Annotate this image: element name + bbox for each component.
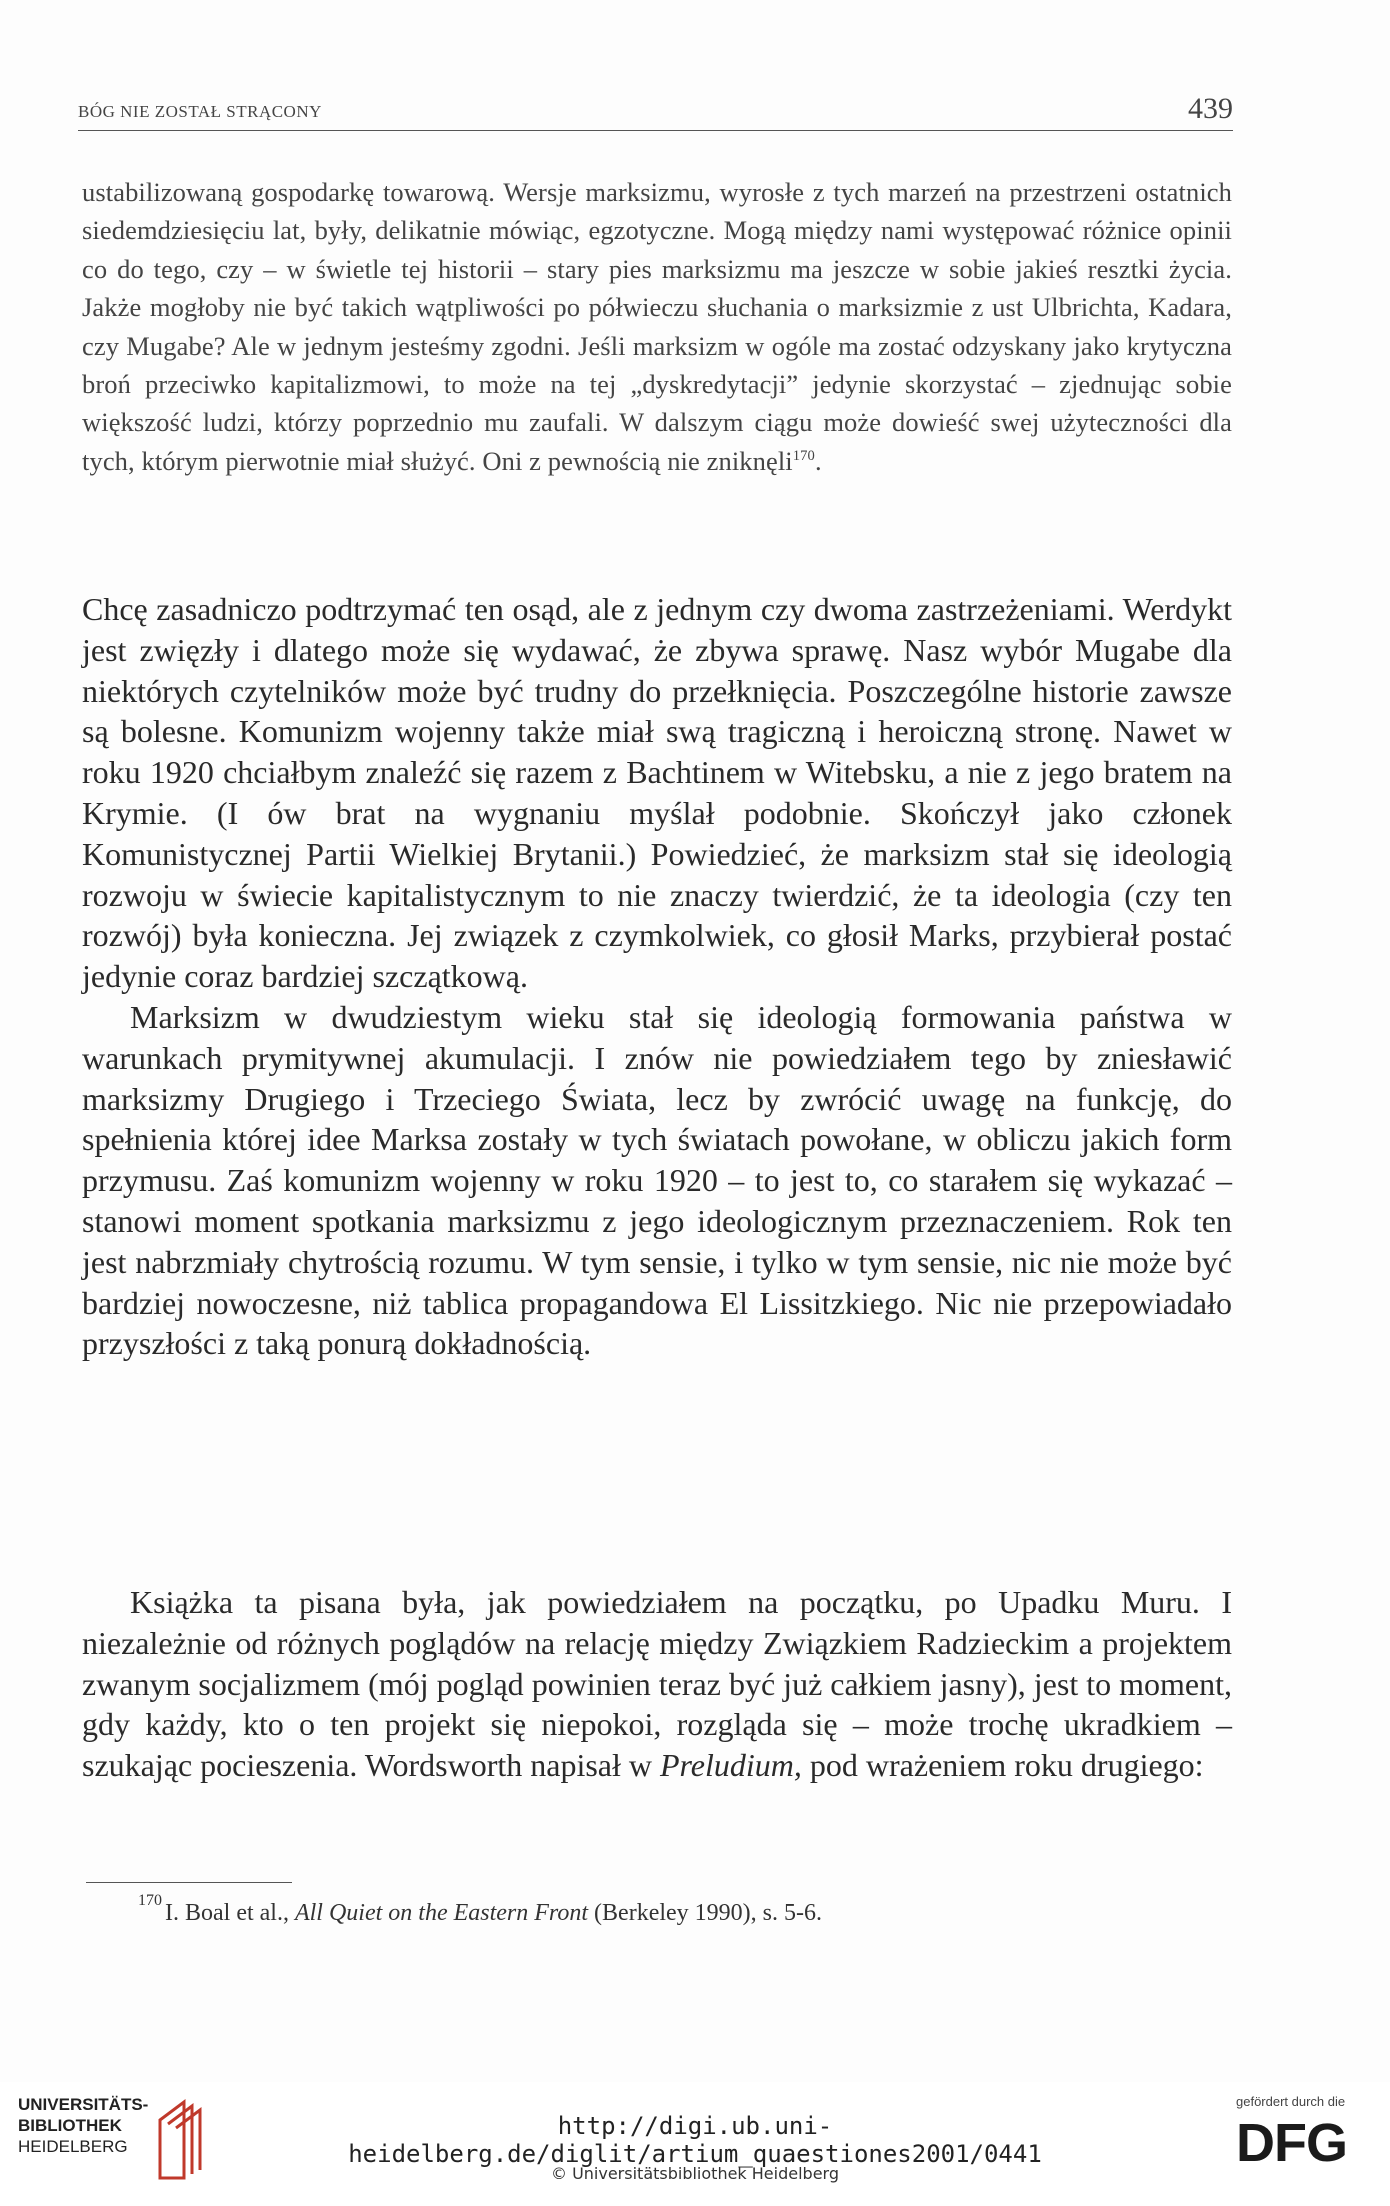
- library-name-line-3: HEIDELBERG: [18, 2137, 128, 2156]
- library-name-line-1: UNIVERSITÄTS-: [18, 2095, 149, 2114]
- body-text-continued: [82, 1582, 1232, 1786]
- block-quote: [82, 173, 1232, 480]
- paragraph-3-text: Książka ta pisana była, jak powiedziałem na początku, po Upadku Muru. I niezależnie od różnych poglądów na relację między Związkiem Radzieckim a projektem zwanym socjalizmem (mój pogląd powinien teraz być już całkiem jasny), jest to moment, gdy każdy, kto o ten projekt się niepokoi, rozgląda się – może trochę ukradkiem – szukając pocieszenia. Wordsworth napisał w: [82, 1584, 1232, 1784]
- body-paragraph-1: Chcę zasadniczo podtrzymać ten osąd, ale z jednym czy dwoma zastrzeżeniami. Werdykt jest zwięzły i dlatego może się wydawać, że zbywa sprawę. Nasz wybór Mugabe dla niektórych czytelników może być trudny do przełknięcia. Poszczególne historie zawsze są bolesne. Komunizm wojenny także miał swą tragiczną i heroiczną stronę. Nawet w roku 1920 chciałbym znaleźć się razem z Bachtinem w Witebsku, a nie z jego bratem na Krymie. (I ów brat na wygnaniu myślał podobnie. Skończył jako członek Komunistycznej Partii Wielkiej Brytanii.) Powiedzieć, że marksizm stał się ideologią rozwoju w świecie kapitalistycznym to nie znaczy twierdzić, że ta ideologia (czy ten rozwój) była konieczna. Jej związek z czymkolwiek, co głosił Marks, przybierał postać jedynie coraz bardziej szczątkową.: [82, 591, 1232, 995]
- footnote-title: All Quiet on the Eastern Front: [294, 1900, 589, 1926]
- footnote-divider: [86, 1882, 292, 1883]
- quote-end: .: [814, 445, 822, 476]
- running-title: BÓG NIE ZOSTAŁ STRĄCONY: [78, 102, 322, 121]
- body-paragraph-3: [82, 1582, 1232, 1786]
- footnote-reference[interactable]: 170: [792, 448, 815, 465]
- library-name-line-2: BIBLIOTHEK: [18, 2116, 122, 2135]
- funder-note: gefördert durch die: [1236, 2094, 1346, 2109]
- quote-paragraph: [82, 173, 1232, 480]
- library-logo[interactable]: [18, 2094, 228, 2194]
- library-name: [18, 2094, 148, 2157]
- paragraph-3-end: pod wrażeniem roku drugiego:: [801, 1747, 1204, 1784]
- body-text: [82, 589, 1232, 1364]
- footnote-details: (Berkeley 1990), s. 5-6.: [588, 1900, 822, 1926]
- page-number: 439: [1188, 92, 1233, 125]
- work-title: Preludium,: [659, 1747, 802, 1784]
- body-paragraph-2: Marksizm w dwudziestym wieku stał się ideologią formowania państwa w warunkach prymitywnej akumulacji. I znów nie powiedziałem tego by zniesławić marksizmy Drugiego i Trzeciego Świata, lecz by zwrócić uwagę na funkcję, do spełnienia której idee Marksa zostały w tych światach powołane, w obliczu jakich form przymusu. Zaś komunizm wojenny w roku 1920 – to jest to, co starałem się wykazać – stanowi moment spotkania marksizmu z jego ideologicznym przeznaczeniem. Rok ten jest nabrzmiały chytrością rozumu. W tym sensie, i tylko w tym sensie, nic nie może być bardziej nowoczesne, niż tablica propagandowa El Lissitzkiego. Nic nie przepowiadało przyszłości z taką ponurą dokładnością.: [82, 998, 1232, 1362]
- library-emblem-icon: [154, 2098, 204, 2182]
- dfg-logo-text: DFG: [1236, 2113, 1347, 2173]
- quote-text: ustabilizowaną gospodarkę towarową. Wersje marksizmu, wyrosłe z tych marzeń na przestrzeni ostatnich siedemdziesięciu lat, były, delikatnie mówiąc, egzotyczne. Mogą między nami występować różnice opinii co do tego, czy – w świetle tej historii – stary pies marksizmu ma jeszcze w sobie jakieś resztki życia. Jakże mogłoby nie być takich wątpliwości po półwieczu słuchania o marksizmie z ust Ulbrichta, Kadara, czy Mugabe? Ale w jednym jesteśmy zgodni. Jeśli marksizm w ogóle ma zostać odzyskany jako krytyczna broń przeciwko kapitalizmowi, to może na tej „dyskredytacji” jedynie skorzystać – zjednując sobie większość ludzi, którzy poprzednio mu zaufali. W dalszym ciągu może dowieść swej użyteczności dla tych, którym pierwotnie miał służyć. Oni z pewnością nie zniknęli: [82, 177, 1232, 476]
- footnote: [138, 1892, 822, 1927]
- copyright-notice: © Universitätsbibliothek Heidelberg: [550, 2164, 839, 2183]
- footnote-author: I. Boal et al.,: [165, 1900, 295, 1926]
- dfg-funder-logo[interactable]: [1228, 2094, 1378, 2194]
- running-header: [78, 88, 1233, 131]
- source-url-link[interactable]: http://digi.ub.uni-heidelberg.de/diglit/artium_quaestiones2001/0441: [348, 2112, 1042, 2168]
- footnote-number: 170: [138, 1892, 162, 1909]
